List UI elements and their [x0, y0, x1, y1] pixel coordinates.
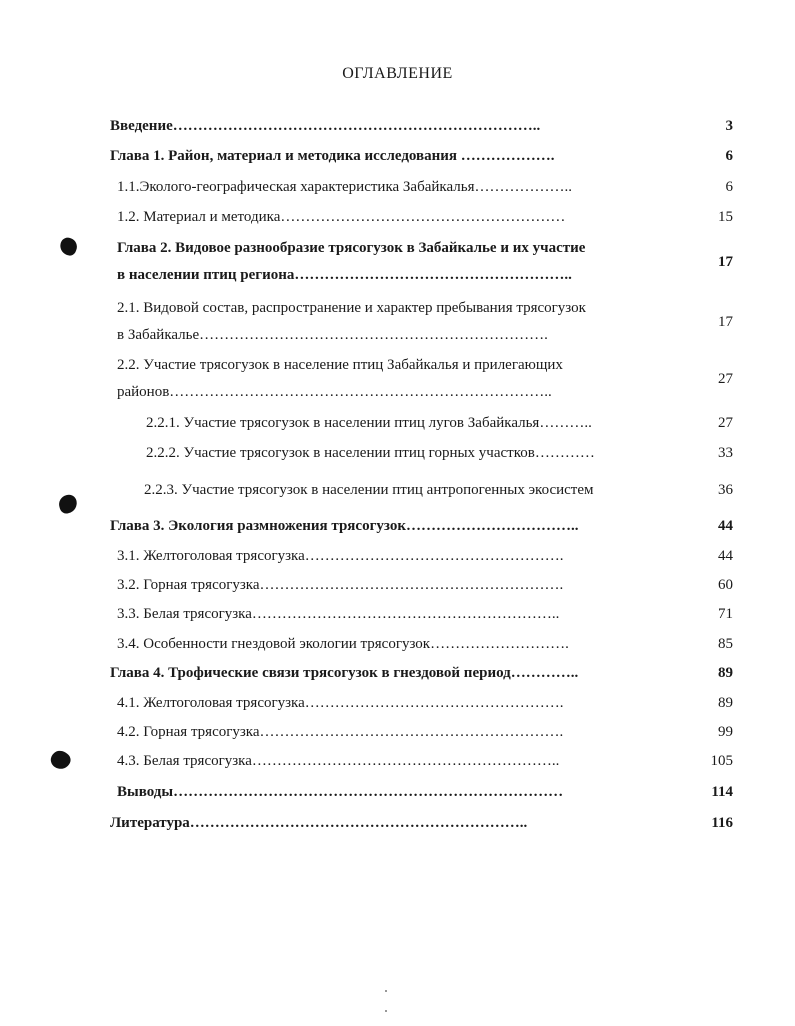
toc-page-number: 44	[718, 518, 733, 534]
toc-entry-label: Глава 4. Трофические связи трясогузок в гнездовой период…………..	[110, 665, 579, 681]
toc-entry-label: Выводы……………………………………………………………………	[117, 784, 564, 800]
toc-entry-label: 4.1. Желтоголовая трясогузка…………………………………………….	[117, 695, 564, 711]
toc-page-number: 89	[718, 695, 733, 711]
toc-page-number: 6	[725, 179, 733, 195]
toc-entry-label-continued: в Забайкалье…………………………………………………………….	[117, 327, 548, 343]
toc-entry-label-continued: в населении птиц региона………………………………………………..	[117, 267, 572, 283]
toc-page-number: 3	[725, 118, 733, 134]
toc-entry-label: 3.4. Особенности гнездовой экологии трясогузок……………………….	[117, 636, 569, 652]
toc-entry-label: 1.2. Материал и методика…………………………………………………	[117, 209, 566, 225]
toc-page-number: 15	[718, 209, 733, 225]
toc-entry-label: Введение………………………………………………………………..	[110, 118, 541, 134]
scan-speck	[385, 1010, 387, 1012]
toc-entry-label: 3.2. Горная трясогузка…………………………………………………….	[117, 577, 564, 593]
toc-page-number: 89	[718, 665, 733, 681]
toc-entry-label: 2.2.3. Участие трясогузок в населении птиц антропогенных экосистем	[144, 482, 594, 498]
toc-page-number: 17	[718, 314, 733, 330]
toc-entry-label: 2.2. Участие трясогузок в население птиц Забайкалья и прилегающих	[117, 357, 563, 373]
toc-page-number: 105	[710, 753, 733, 769]
toc-page-number: 71	[718, 606, 733, 622]
toc-entry-label-continued: районов…………………………………………………………………..	[117, 384, 552, 400]
scan-blot-top	[58, 236, 80, 258]
toc-page-number: 36	[718, 482, 733, 498]
toc-page-number: 27	[718, 415, 733, 431]
toc-entry-label: Глава 2. Видовое разнообразие трясогузок в Забайкалье и их участие	[117, 240, 586, 256]
page-title: ОГЛАВЛЕНИЕ	[342, 65, 453, 82]
toc-entry-label: Литература…………………………………………………………..	[110, 815, 528, 831]
toc-entry-label: 4.3. Белая трясогузка……………………………………………………..	[117, 753, 560, 769]
toc-entry-label: 2.2.2. Участие трясогузок в населении птиц горных участков…………	[146, 445, 595, 461]
toc-page-number: 85	[718, 636, 733, 652]
toc-entry-label: 1.1.Эколого-географическая характеристика Забайкалья………………..	[117, 179, 572, 195]
toc-entry-label: Глава 1. Район, материал и методика исследования ……………….	[110, 148, 555, 164]
toc-page-number: 27	[718, 371, 733, 387]
scan-blot-bottom	[48, 747, 74, 773]
toc-entry-label: 2.1. Видовой состав, распространение и характер пребывания трясогузок	[117, 300, 586, 316]
toc-page-number: 99	[718, 724, 733, 740]
toc-page-number: 33	[718, 445, 733, 461]
toc-page-number: 114	[711, 784, 733, 800]
toc-page-number: 6	[725, 148, 733, 164]
toc-entry-label: Глава 3. Экология размножения трясогузок……………………………..	[110, 518, 579, 534]
scan-speck	[385, 990, 387, 992]
toc-page-number: 44	[718, 548, 733, 564]
toc-page-number: 17	[718, 254, 733, 270]
toc-entry-label: 4.2. Горная трясогузка…………………………………………………….	[117, 724, 564, 740]
scan-blot-middle	[57, 493, 79, 515]
toc-entry-label: 3.1. Желтоголовая трясогузка…………………………………………….	[117, 548, 564, 564]
toc-page-number: 116	[711, 815, 733, 831]
toc-entry-label: 3.3. Белая трясогузка……………………………………………………..	[117, 606, 560, 622]
toc-page-number: 60	[718, 577, 733, 593]
toc-entry-label: 2.2.1. Участие трясогузок в населении птиц лугов Забайкалья………..	[146, 415, 592, 431]
